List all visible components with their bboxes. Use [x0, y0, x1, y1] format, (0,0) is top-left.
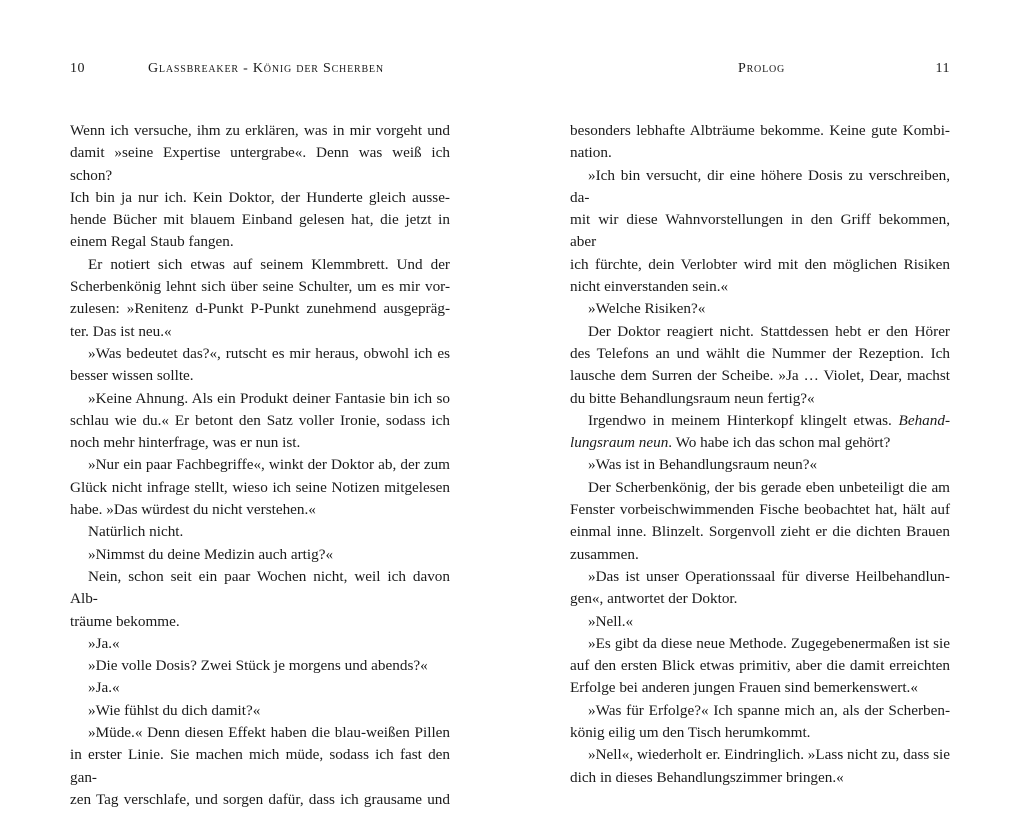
right-page-header [570, 61, 950, 81]
text-line: schlau wie du.« Er betont den Satz voller Ironie, sodass ich [70, 411, 450, 429]
text-line: auf den ersten Blick etwas primitiv, aber die damit erreichten [570, 657, 950, 675]
text-line: dich in dieses Behandlungszimmer bringen.« [570, 768, 844, 786]
text-line: besonders lebhafte Albträume bekomme. Keine gute Kombi- [570, 122, 950, 139]
emphasis-text: Behand- [898, 411, 950, 429]
left-page-header [70, 61, 450, 81]
text-line: nicht einverstanden sein.« [570, 278, 729, 296]
text-line: lausche dem Surren der Scheibe. »Ja … Violet, Dear, machst [570, 367, 950, 385]
text-line: »Nimmst du deine Medizin auch artig?« [88, 545, 334, 563]
right-page [570, 0, 950, 813]
text-line: »Was für Erfolge?« Ich spanne mich an, als der Scherben- [588, 701, 950, 719]
text-line: des Telefons an und wählt die Nummer der Rezeption. Ich [570, 344, 950, 362]
text-line: Scherbenkönig lehnt sich über seine Schulter, um es mir vor- [70, 278, 450, 296]
text-line: Der Scherbenkönig, der bis gerade eben unbeteiligt die am [588, 478, 950, 496]
text-line: gen«, antwortet der Doktor. [570, 590, 738, 608]
text-line: »Nell.« [588, 612, 634, 630]
text-line: ich fürchte, dein Verlobter wird mit den möglichen Risiken [570, 255, 950, 273]
text-line: einmal inne. Blinzelt. Sorgenvoll zieht er die dichten Brauen [570, 523, 950, 541]
text-line: mit wir diese Wahnvorstellungen in den Griff bekommen, aber [570, 211, 950, 251]
emphasis-text: lungsraum neun [570, 434, 669, 452]
text-line: Er notiert sich etwas auf seinem Klemmbrett. Und der [88, 255, 450, 273]
text-line: Ich bin ja nur ich. Kein Doktor, der Hunderte gleich ausse- [70, 188, 450, 206]
text-line: »Keine Ahnung. Als ein Produkt deiner Fantasie bin ich so [88, 389, 450, 407]
text-line: habe. »Das würdest du nicht verstehen.« [70, 501, 316, 519]
text-line: Glück nicht infrage stellt, wieso ich seine Notizen mitgelesen [70, 478, 450, 496]
text-line: Wenn ich versuche, ihm zu erklären, was in mir vorgeht und [70, 122, 450, 139]
text-line: du bitte Behandlungsraum neun fertig?« [570, 389, 815, 407]
text-span: Irgendwo in meinem Hinterkopf klingelt etwas. [588, 411, 899, 429]
text-line [570, 410, 950, 432]
text-line: »Nur ein paar Fachbegriffe«, winkt der Doktor ab, der zum [88, 456, 450, 474]
text-line: ter. Das ist neu.« [70, 322, 172, 340]
text-line: besser wissen sollte. [70, 367, 194, 385]
text-line: träume bekomme. [70, 612, 180, 630]
text-line: könig eilig um den Tisch herumkommt. [570, 724, 811, 742]
text-line: zulesen: »Renitenz d-Punkt P-Punkt zunehmend ausgepräg- [70, 300, 450, 318]
text-line: noch mehr hinterfrage, was er nun ist. [70, 434, 301, 452]
text-line: »Ich bin versucht, dir eine höhere Dosis zu verschreiben, da- [570, 166, 950, 206]
text-line: »Nell«, wiederholt er. Eindringlich. »Lass nicht zu, dass sie [588, 746, 950, 764]
text-line: »Wie fühlst du dich damit?« [88, 701, 261, 719]
text-line [570, 432, 950, 454]
text-line: hende Bücher mit blauem Einband gelesen hat, die jetzt in [70, 211, 450, 229]
text-line: »Das ist unser Operationssaal für diverse Heilbehandlun- [588, 567, 950, 585]
text-line: damit »seine Expertise untergrabe«. Denn was weiß ich schon? [70, 144, 450, 184]
text-line: Der Doktor reagiert nicht. Stattdessen hebt er den Hörer [588, 322, 950, 340]
running-head: Glassbreaker - König der Scherben [148, 61, 384, 76]
text-line: »Die volle Dosis? Zwei Stück je morgens und abends?« [88, 657, 428, 675]
text-line: »Ja.« [88, 679, 120, 697]
text-line: Nein, schon seit ein paar Wochen nicht, weil ich davon Alb- [70, 567, 450, 608]
text-line: zusammen. [570, 545, 639, 563]
text-line: einem Regal Staub fangen. [70, 233, 234, 251]
page-number: 11 [935, 61, 950, 76]
text-line: »Was bedeutet das?«, rutscht es mir heraus, obwohl ich es [88, 344, 450, 362]
left-page-text [70, 120, 450, 811]
page-number: 10 [70, 61, 85, 76]
text-line: »Ja.« [88, 634, 120, 652]
text-line: in erster Linie. Sie machen mich müde, sodass ich fast den gan- [70, 746, 450, 786]
text-line: Erfolge bei anderen jungen Frauen sind bemerkenswert.« [570, 679, 918, 697]
left-page [70, 0, 450, 813]
text-line: Natürlich nicht. [88, 523, 184, 541]
running-head: Prolog [738, 61, 786, 76]
text-line: »Müde.« Denn diesen Effekt haben die blau-weißen Pillen [88, 724, 450, 742]
text-line: »Es gibt da diese neue Methode. Zugegebenermaßen ist sie [588, 634, 950, 652]
text-line: »Was ist in Behandlungsraum neun?« [588, 456, 818, 474]
right-page-text [570, 120, 950, 789]
text-line: »Welche Risiken?« [588, 300, 706, 318]
text-span: . Wo habe ich das schon mal gehört? [668, 434, 891, 452]
text-line: Fenster vorbeischwimmenden Fische beobachtet hat, hält auf [570, 501, 950, 519]
text-line: zen Tag verschlafe, und sorgen dafür, dass ich grausame und [70, 790, 450, 808]
text-line: nation. [570, 144, 612, 162]
